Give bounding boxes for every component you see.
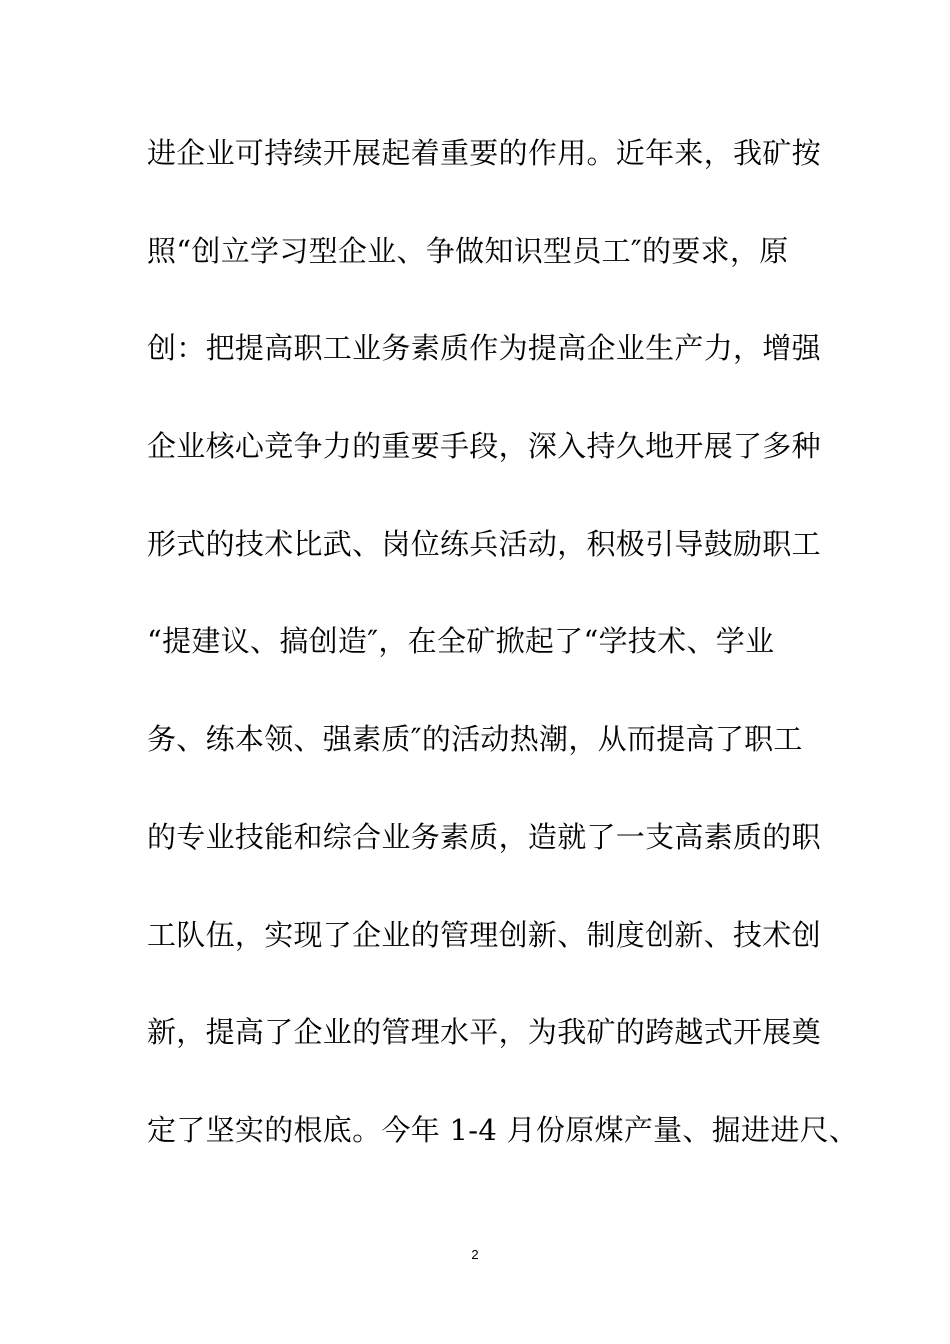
page-number: 2 [471,1247,479,1262]
text-line-4: 企业核心竞争力的重要手段，深入持久地开展了多种 [147,429,821,464]
text-line-8: 的专业技能和综合业务素质，造就了一支高素质的职 [147,819,821,854]
text-line-11: 定了坚实的根底。今年 1-4 月份原煤产量、掘进进尺、 [147,1112,859,1147]
text-line-1: 进企业可持续开展起着重要的作用。近年来，我矿按 [147,136,821,170]
text-line-3: 创：把提高职工业务素质作为提高企业生产力，增强 [147,331,821,366]
body-text [147,125,859,1200]
text-line-2: 照“创立学习型企业、争做知识型员工″的要求，原 [147,233,789,268]
text-line-9: 工队伍，实现了企业的管理创新、制度创新、技术创 [147,917,821,952]
text-line-7: 务、练本领、强素质″的活动热潮，从而提高了职工 [147,722,803,757]
text-line-6: “提建议、搞创造″，在全矿掀起了“学技术、学业 [147,624,775,659]
text-line-5: 形式的技术比武、岗位练兵活动，积极引导鼓励职工 [147,526,821,561]
text-line-10: 新，提高了企业的管理水平，为我矿的跨越式开展奠 [147,1015,821,1050]
